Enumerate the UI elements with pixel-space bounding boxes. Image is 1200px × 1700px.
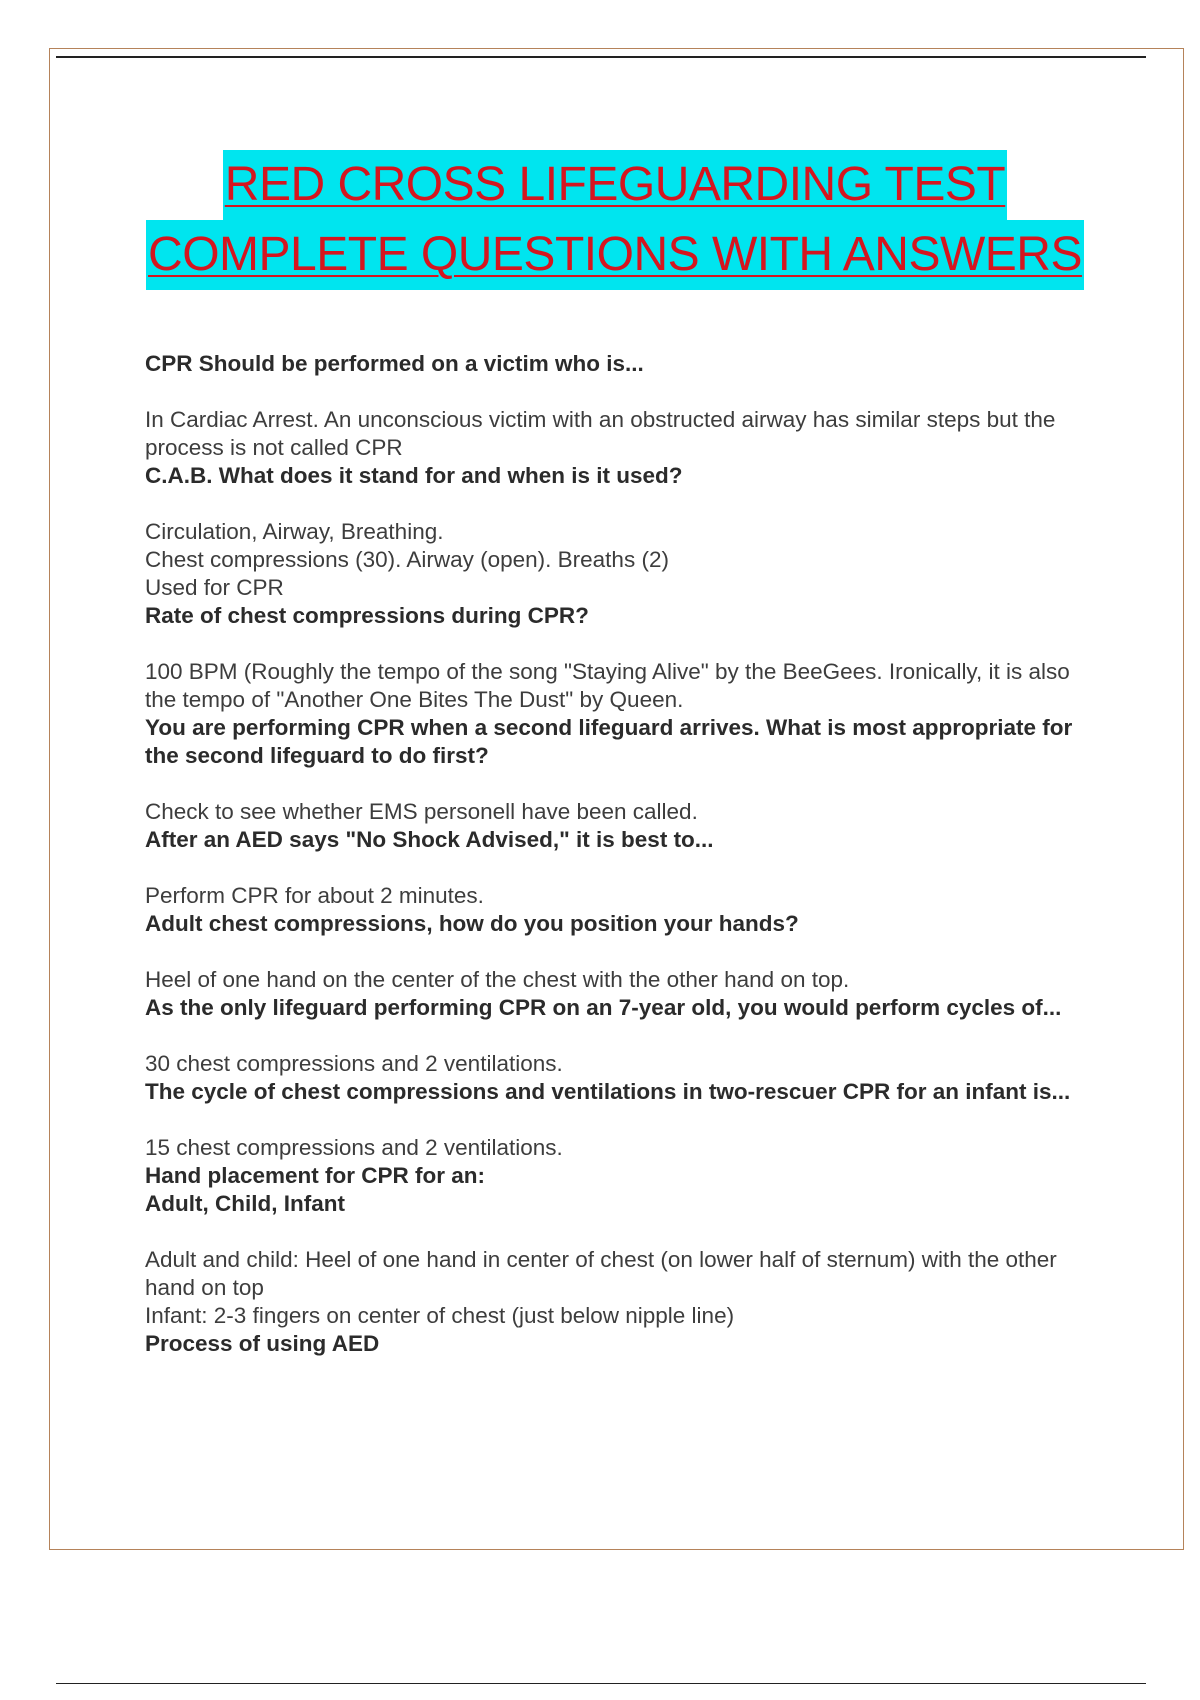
answer-line: Check to see whether EMS personell have been called.: [145, 799, 698, 824]
question: C.A.B. What does it stand for and when is it used?: [145, 463, 683, 488]
answer: [145, 798, 1095, 826]
qa-item: [145, 714, 1095, 826]
question: Hand placement for CPR for an: Adult, Child, Infant: [145, 1163, 486, 1216]
top-rule: [56, 56, 1146, 58]
answer-line: Used for CPR: [145, 575, 284, 600]
document-title: [0, 150, 1200, 290]
title-line-1: RED CROSS LIFEGUARDING TEST: [223, 150, 1007, 220]
answer-line: 15 chest compressions and 2 ventilations.: [145, 1135, 563, 1160]
question: As the only lifeguard performing CPR on an 7-year old, you would perform cycles of...: [145, 995, 1062, 1020]
answer: [145, 658, 1095, 714]
question: Process of using AED: [145, 1331, 380, 1356]
answer-line: Infant: 2-3 fingers on center of chest (just below nipple line): [145, 1303, 735, 1328]
answer-line: Heel of one hand on the center of the chest with the other hand on top.: [145, 967, 850, 992]
qa-item: [145, 462, 1095, 602]
question: After an AED says "No Shock Advised," it is best to...: [145, 827, 714, 852]
question: Rate of chest compressions during CPR?: [145, 603, 589, 628]
answer: [145, 406, 1095, 462]
question: You are performing CPR when a second lifeguard arrives. What is most appropriate for the second lifeguard to do first?: [145, 715, 1073, 768]
qa-list: [145, 350, 1095, 1386]
answer-line: Circulation, Airway, Breathing.: [145, 519, 444, 544]
title-line-2: COMPLETE QUESTIONS WITH ANSWERS: [146, 220, 1084, 290]
answer-line: 30 chest compressions and 2 ventilations.: [145, 1051, 563, 1076]
question: The cycle of chest compressions and ventilations in two-rescuer CPR for an infant is...: [145, 1079, 1071, 1104]
qa-item: [145, 994, 1095, 1078]
answer-line: 100 BPM (Roughly the tempo of the song "Staying Alive" by the BeeGees. Ironically, it is also the tempo of "Another One Bites The Dust" by Queen.: [145, 659, 1070, 712]
question: Adult chest compressions, how do you position your hands?: [145, 911, 799, 936]
qa-item: [145, 826, 1095, 910]
bottom-rule: [56, 1683, 1146, 1684]
qa-item: [145, 602, 1095, 714]
question: CPR Should be performed on a victim who is...: [145, 351, 644, 376]
answer-line: In Cardiac Arrest. An unconscious victim with an obstructed airway has similar steps but the process is not called CPR: [145, 407, 1056, 460]
qa-item: [145, 1162, 1095, 1330]
answer: [145, 518, 1095, 602]
answer: [145, 1246, 1095, 1330]
qa-item: [145, 1078, 1095, 1162]
answer: [145, 1134, 1095, 1162]
answer: [145, 882, 1095, 910]
qa-item: [145, 350, 1095, 462]
answer-line: Chest compressions (30). Airway (open). Breaths (2): [145, 547, 669, 572]
qa-item: [145, 1330, 1095, 1358]
answer: [145, 966, 1095, 994]
qa-item: [145, 910, 1095, 994]
answer-line: Adult and child: Heel of one hand in center of chest (on lower half of sternum) with the other hand on top: [145, 1247, 1057, 1300]
answer: [145, 1050, 1095, 1078]
answer-line: Perform CPR for about 2 minutes.: [145, 883, 484, 908]
